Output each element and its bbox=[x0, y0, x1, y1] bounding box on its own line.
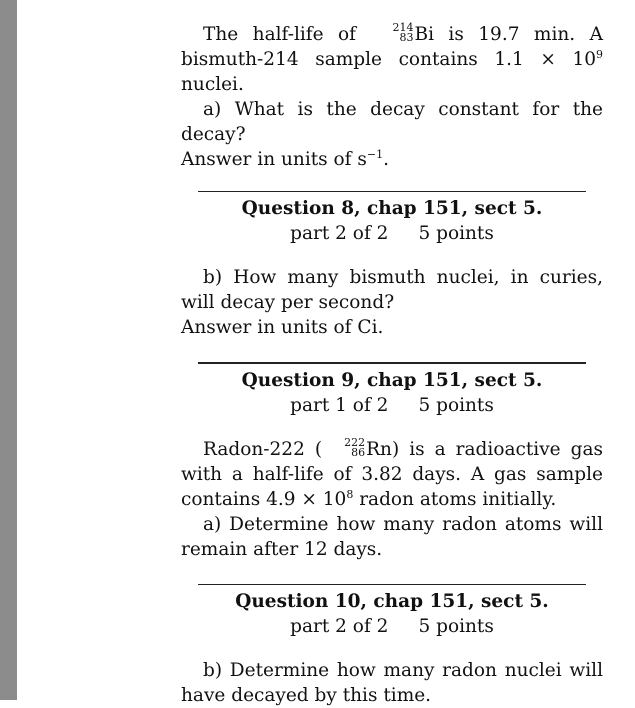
answer-units-a bbox=[181, 147, 603, 172]
rn-nuclide-numbers bbox=[322, 438, 365, 458]
q8-part-line bbox=[181, 221, 603, 246]
q9-part: part 1 of 2 bbox=[290, 395, 389, 416]
intro-text-cont: is 19.7 min. A bismuth-214 sample contains 1.1 × 10 bbox=[181, 24, 603, 70]
q9-text-end: radon atoms initially. bbox=[353, 489, 557, 510]
bi-exponent: 9 bbox=[596, 47, 603, 61]
q8-points: 5 points bbox=[418, 223, 494, 244]
q8-title: Question 8, chap 151, sect 5. bbox=[241, 198, 543, 219]
bi-mass-number: 214 bbox=[392, 21, 414, 34]
q9-intro bbox=[181, 437, 603, 512]
rn-symbol: Rn bbox=[366, 439, 392, 460]
question-a-text: a) What is the decay constant for the decay? bbox=[181, 99, 603, 145]
answer-units-exponent: −1 bbox=[366, 147, 384, 161]
q9-text-cont: ) is a radioactive gas with a half-life of 3.82 days. A gas sample contains 4.9 × 10 bbox=[181, 439, 603, 510]
rn-mass-number: 222 bbox=[344, 436, 366, 449]
q8-part: part 2 of 2 bbox=[290, 223, 389, 244]
q9-question-a: a) Determine how many radon atoms will remain after 12 days. bbox=[181, 514, 603, 560]
bismuth-intro bbox=[181, 22, 603, 97]
rn-atomic-number: 86 bbox=[351, 446, 366, 459]
intro-text-end: nuclei. bbox=[181, 74, 244, 95]
bi-atomic-number: 83 bbox=[399, 31, 414, 44]
q10-part: part 2 of 2 bbox=[290, 616, 389, 637]
q8-question-b: b) How many bismuth nuclei, in curies, will decay per second? bbox=[181, 267, 603, 313]
bi-nuclide-numbers bbox=[370, 23, 413, 43]
intro-text: The half-life of bbox=[203, 24, 371, 45]
q9-part-line bbox=[181, 393, 603, 418]
answer-units-text: Answer in units of s bbox=[181, 149, 367, 170]
answer-units-period: . bbox=[383, 149, 390, 170]
q9-exponent: 8 bbox=[346, 487, 354, 501]
q9-text: Radon-222 ( bbox=[203, 439, 323, 460]
q10-points: 5 points bbox=[418, 616, 494, 637]
bi-symbol: Bi bbox=[414, 24, 434, 45]
q10-title: Question 10, chap 151, sect 5. bbox=[235, 591, 549, 612]
document-page bbox=[181, 22, 603, 708]
q9-points: 5 points bbox=[418, 395, 494, 416]
q10-part-line bbox=[181, 614, 603, 639]
left-margin-bar bbox=[0, 0, 17, 700]
q10-question-b: b) Determine how many radon nuclei will have decayed by this time. bbox=[181, 660, 603, 706]
q8-answer-units: Answer in units of Ci. bbox=[181, 317, 384, 338]
q9-title: Question 9, chap 151, sect 5. bbox=[241, 370, 543, 391]
